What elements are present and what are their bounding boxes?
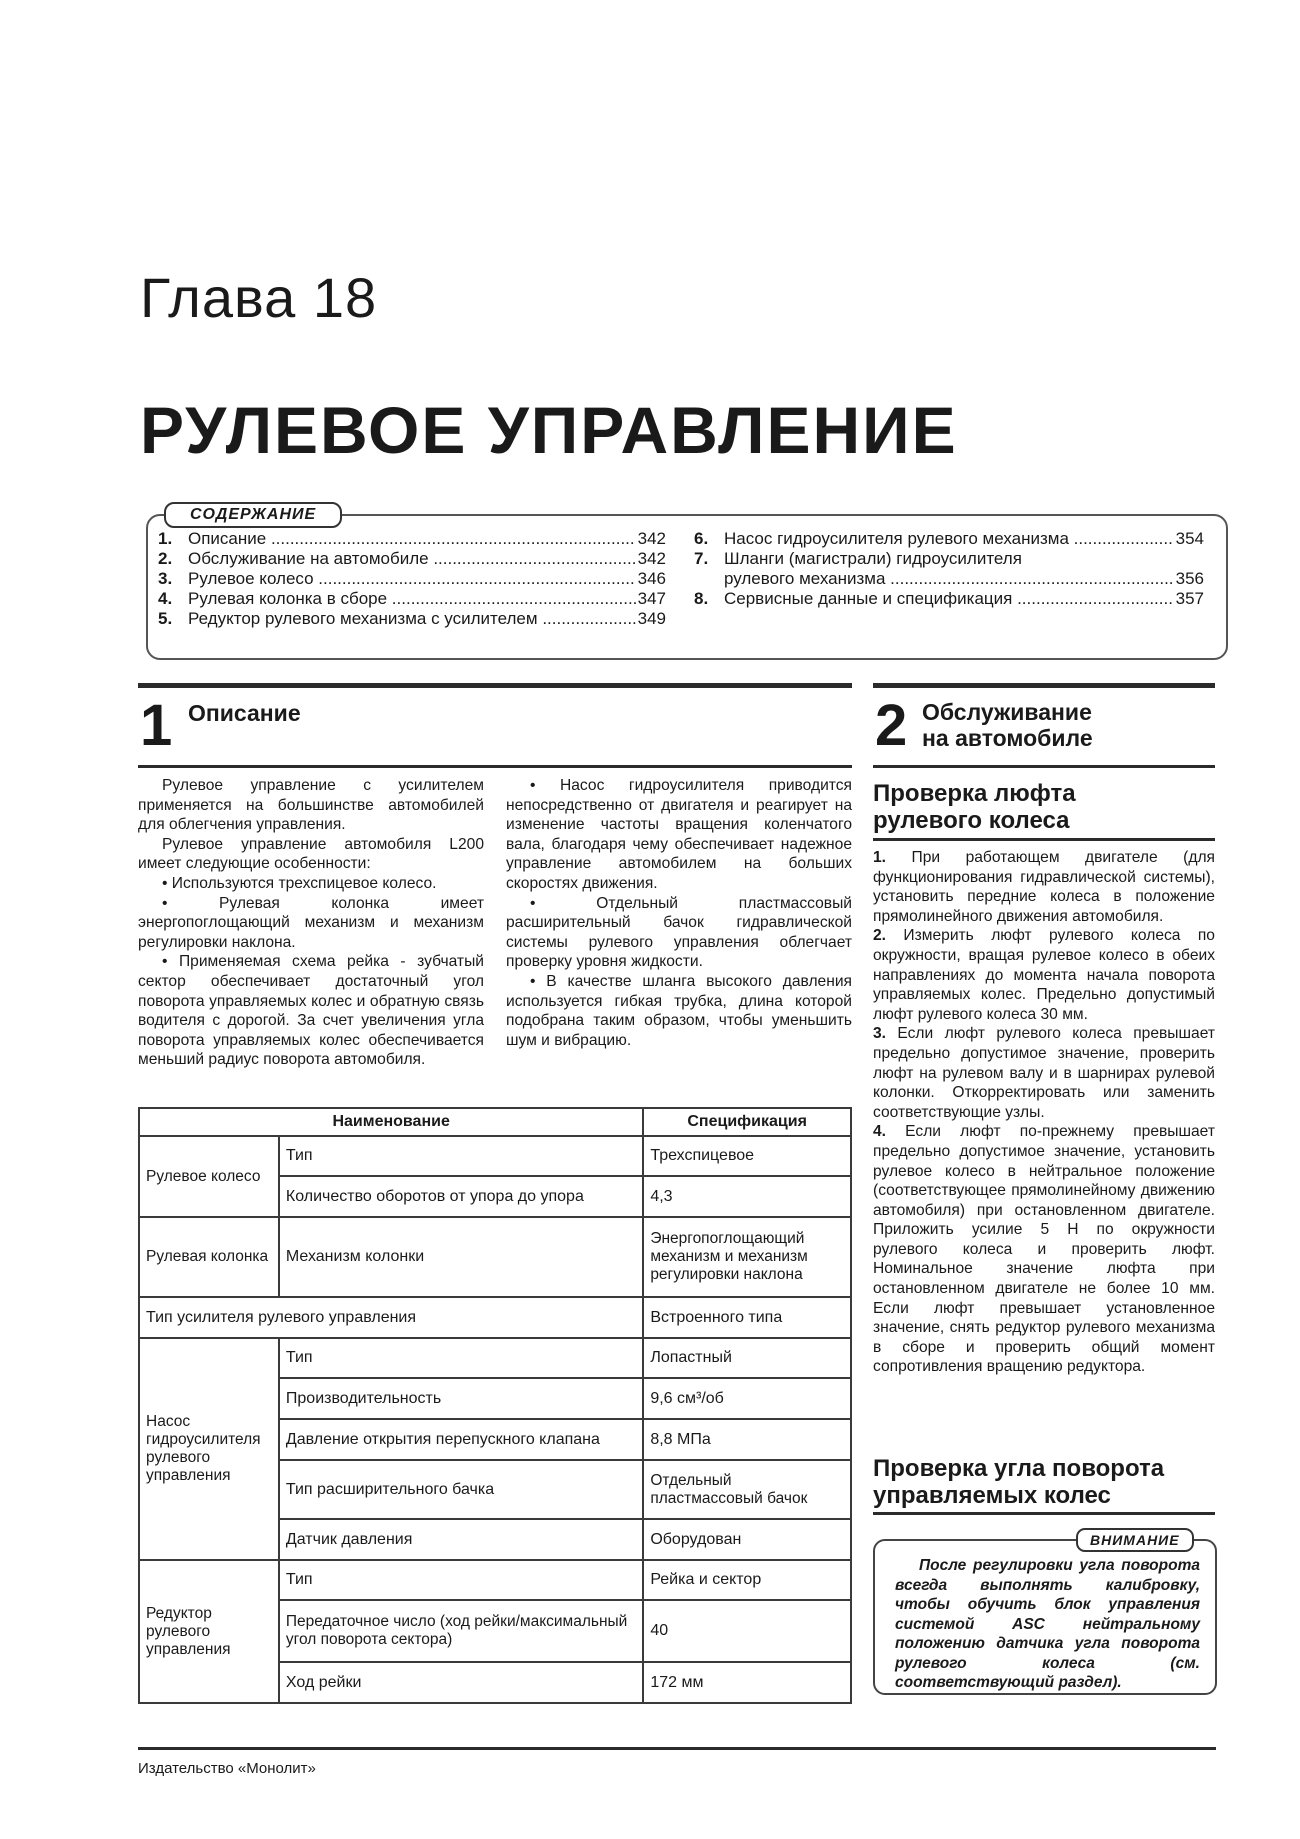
step-number: 2. (873, 927, 887, 945)
toc-item-text: Шланги (магистрали) гидроусилителя (724, 549, 1022, 568)
toc-item-number: 6. (694, 529, 709, 548)
toc-item-text: Рулевое колесо ..... (188, 569, 636, 589)
toc-item-continued[interactable] (694, 569, 1204, 589)
toc-item[interactable] (158, 609, 666, 629)
paragraph: Рулевое управление с усилителем применяется на большинстве автомобилей для облегчения управления. (138, 777, 484, 834)
table-cell: Давление открытия перепускного клапана (279, 1419, 643, 1460)
bullet-item: • В качестве шланга высокого давления используется гибкая трубка, длина которой подобрана таким образом, чтобы уменьшить шум и вибрацию. (506, 972, 852, 1049)
toc-item-text: Редуктор рулевого механизма с усилителем ..... (188, 609, 636, 629)
table-cell: Тип (279, 1338, 643, 1378)
section2-number: 2 (875, 693, 908, 758)
step-text: Если люфт по-прежнему превышает предельно допустимое значение, установить рулевое колесо в нейтральное положение (соответствующее прямолинейному движению автомобиля) при остановленном двигателе. Приложить усилие 5 Н по окружности рулевого колеса и проверить люфт. Номинальное значение люфта при остановленном двигателе не более 10 мм. Если люфт превышает установленное значение, снять редуктор рулевого механизма в сборе и проверить общий момент сопротивления вращению редуктора. (873, 1123, 1215, 1376)
section1-column1 (138, 776, 484, 1070)
footer-publisher: Издательство «Монолит» (138, 1760, 316, 1777)
table-cell: Передаточное число (ход рейки/максимальный угол поворота сектора) (279, 1600, 643, 1662)
section2-rule (873, 683, 1215, 688)
steps-list (873, 848, 1215, 1377)
toc-item-page: 346 (637, 569, 666, 588)
table-cell: Ход рейки (279, 1662, 643, 1703)
table-group-label: Рулевая колонка (139, 1217, 279, 1297)
toc-column-left (158, 529, 666, 629)
table-cell: Рейка и сектор (643, 1560, 851, 1600)
table-cell: 172 мм (643, 1662, 851, 1703)
toc-item[interactable] (694, 529, 1204, 549)
step-item (873, 1122, 1215, 1377)
toc-item-number: 7. (694, 549, 709, 568)
toc-item-text: Описание ..... (188, 529, 636, 549)
toc-item-number: 5. (158, 609, 173, 628)
table-cell: Трехспицевое (643, 1136, 851, 1176)
toc-item-text: Сервисные данные и спецификация ..... (724, 589, 1174, 609)
page-title: РУЛЕВОЕ УПРАВЛЕНИЕ (140, 393, 958, 467)
toc-item-page: 354 (1175, 529, 1204, 548)
bullet-item: • Применяемая схема рейка - зубчатый сектор обеспечивает достаточный угол поворота управляемых колес и обратную связь водителя с дорогой. За счет увеличения угла поворота управляемых колес обеспечивается меньший радиус поворота автомобиля. (138, 953, 484, 1069)
table-cell: Встроенного типа (643, 1297, 851, 1338)
table-cell: Датчик давления (279, 1519, 643, 1560)
table-group-label: Редуктор рулевого управления (139, 1560, 279, 1703)
table-cell: Тип расширительного бачка (279, 1460, 643, 1519)
bullet-item: • Насос гидроусилителя приводится непосредственно от двигателя и реагирует на изменение частоты вращения коленчатого вала, благодаря чему обеспечивает надежное управление автомобилем на больших скоростях движения. (506, 777, 852, 892)
bullet-item: • Используются трехспицевое колесо. (162, 874, 437, 892)
section1-rule (138, 683, 852, 688)
table-cell: Тип (279, 1136, 643, 1176)
toc-item-number: 8. (694, 589, 709, 608)
section1-number: 1 (140, 693, 173, 758)
subsection2-title-line2: управляемых колес (873, 1482, 1111, 1509)
toc-item-number: 1. (158, 529, 173, 548)
warning-label: ВНИМАНИЕ (1076, 1528, 1194, 1552)
footer-rule (138, 1747, 1216, 1750)
table-cell: Механизм колонки (279, 1217, 643, 1297)
step-item (873, 926, 1215, 1024)
toc-item-page: 342 (637, 549, 666, 568)
toc-item[interactable] (694, 549, 1204, 569)
section2-title-line1: Обслуживание (922, 699, 1092, 725)
table-cell: Тип (279, 1560, 643, 1600)
chapter-number: Глава 18 (140, 266, 378, 329)
toc-item[interactable] (158, 569, 666, 589)
toc-item-number: 2. (158, 549, 173, 568)
subsection2-title-line1: Проверка угла поворота (873, 1455, 1165, 1482)
toc-item-number: 4. (158, 589, 173, 608)
toc-item-text: Насос гидроусилителя рулевого механизма ..... (724, 529, 1174, 549)
table-cell: Тип усилителя рулевого управления (139, 1297, 643, 1338)
toc-item-page: 349 (637, 609, 666, 628)
table-group-label: Рулевое колесо (139, 1136, 279, 1217)
table-header-name: Наименование (139, 1108, 643, 1136)
table-cell: Производительность (279, 1378, 643, 1419)
table-cell: Лопастный (643, 1338, 851, 1378)
subsection1-title-line1: Проверка люфта (873, 780, 1076, 807)
table-cell: 9,6 см³/об (643, 1378, 851, 1419)
subsection1-title-line2: рулевого колеса (873, 807, 1070, 834)
toc-item[interactable] (158, 529, 666, 549)
section1-title: Описание (188, 700, 301, 726)
toc-item-text: рулевого механизма ..... (724, 569, 1174, 589)
toc-item-page: 357 (1175, 589, 1204, 608)
section2-rule-bottom (873, 765, 1215, 768)
toc-label: СОДЕРЖАНИЕ (164, 502, 342, 528)
toc-item[interactable] (158, 549, 666, 569)
step-text: При работающем двигателе (для функционирования гидравлической системы), установить передние колеса в положение прямолинейного движения автомобиля. (873, 849, 1215, 925)
toc-item-page: 342 (637, 529, 666, 548)
toc-item-page: 347 (637, 589, 666, 608)
section2-title-line2: на автомобиле (922, 725, 1093, 751)
table-cell: Оборудован (643, 1519, 851, 1560)
spec-table (138, 1107, 852, 1704)
table-cell: 4,3 (643, 1176, 851, 1217)
paragraph: Рулевое управление автомобиля L200 имеет следующие особенности: (138, 835, 484, 873)
toc-item-text: Обслуживание на автомобиле ..... (188, 549, 636, 569)
toc-item[interactable] (158, 589, 666, 609)
table-header-spec: Спецификация (643, 1108, 851, 1136)
table-group-label: Насос гидроусилителя рулевого управления (139, 1338, 279, 1560)
step-item (873, 848, 1215, 926)
step-text: Если люфт рулевого колеса превышает предельно допустимое значение, проверить люфт на рулевом валу и в шарнирах рулевой колонки. Откорректировать или заменить соответствующие узлы. (873, 1025, 1215, 1121)
step-item (873, 1024, 1215, 1122)
table-cell: Отдельный пластмассовый бачок (643, 1460, 851, 1519)
table-cell: Количество оборотов от упора до упора (279, 1176, 643, 1217)
toc-item-text: Рулевая колонка в сборе ..... (188, 589, 636, 609)
step-number: 4. (873, 1123, 887, 1141)
table-cell: Энергопоглощающий механизм и механизм регулировки наклона (643, 1217, 851, 1297)
subsection1-rule (873, 838, 1215, 841)
toc-item[interactable] (694, 589, 1204, 609)
toc-item-page: 356 (1175, 569, 1204, 588)
table-cell: 40 (643, 1600, 851, 1662)
section1-column2 (506, 776, 852, 1050)
step-text: Измерить люфт рулевого колеса по окружности, вращая рулевое колесо в обеих направлениях до момента начала поворота управляемых колес. Предельно допустимый люфт рулевого колеса 30 мм. (873, 927, 1215, 1023)
bullet-item: • Рулевая колонка имеет энергопоглощающий механизм и механизм регулировки наклона. (138, 894, 484, 951)
step-number: 1. (873, 849, 887, 866)
toc-item-number: 3. (158, 569, 173, 588)
warning-text: После регулировки угла поворота всегда выполнять калибровку, чтобы обучить блок управления системой ASC нейтральному положению датчика угла поворота рулевого колеса (см. соответствующий раздел). (895, 1557, 1200, 1691)
subsection2-rule (873, 1512, 1215, 1515)
bullet-item: • Отдельный пластмассовый расширительный бачок гидравлической системы рулевого управления облегчает проверку уровня жидкости. (506, 894, 852, 971)
toc-column-right (694, 529, 1204, 609)
section1-rule-bottom (138, 765, 852, 768)
step-number: 3. (873, 1025, 887, 1043)
table-cell: 8,8 МПа (643, 1419, 851, 1460)
